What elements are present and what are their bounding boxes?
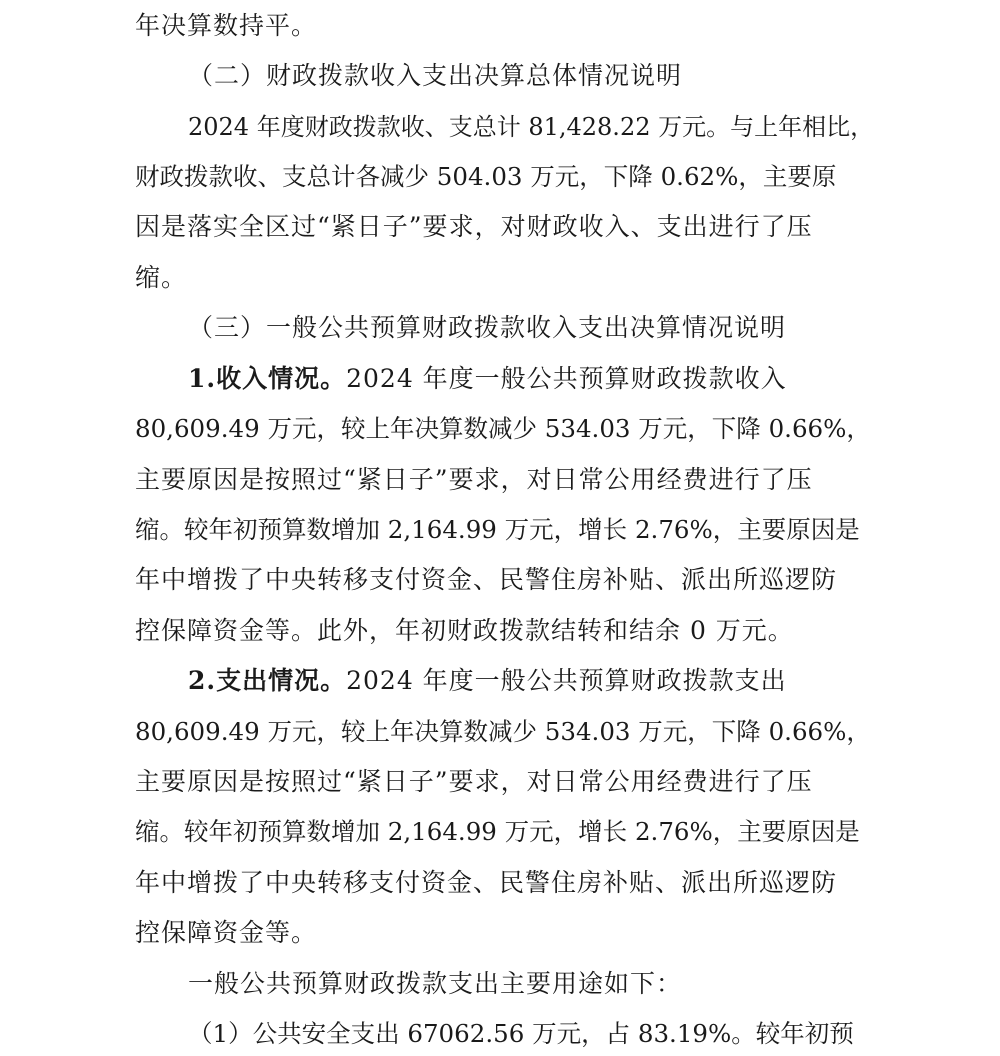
paragraph-line [135, 510, 875, 550]
paragraph-line [135, 812, 875, 852]
paragraph-text: 缩。较年初预算数增加 2,164.99 万元，增长 2.76%，主要原因是 [135, 515, 860, 544]
paragraph-line [188, 1014, 876, 1054]
paragraph-line [188, 107, 876, 147]
section-heading-2: （二）财政拨款收入支出决算总体情况说明 [188, 61, 683, 90]
paragraph-text: 80,609.49 万元，较上年决算数减少 534.03 万元，下降 0.66%， [135, 717, 871, 746]
paragraph-line [188, 661, 876, 701]
paragraph-text: 80,609.49 万元，较上年决算数减少 534.03 万元，下降 0.66%， [135, 414, 871, 443]
paragraph-text: 2024 年度一般公共预算财政拨款收入 [346, 364, 787, 393]
paragraph-line [135, 863, 875, 903]
paragraph-text: 主要原因是按照过“紧日子”要求，对日常公用经费进行了压 [135, 465, 813, 494]
expense-heading: 2.支出情况。 [188, 666, 347, 695]
paragraph-line: 控保障资金等。此外，年初财政拨款结转和结余 0 万元。 [135, 616, 794, 645]
paragraph-text: 年中增拨了中央转移支付资金、民警住房补贴、派出所巡逻防 [135, 868, 838, 897]
paragraph-text: 主要原因是按照过“紧日子”要求，对日常公用经费进行了压 [135, 767, 813, 796]
section-heading-3: （三）一般公共预算财政拨款收入支出决算情况说明 [188, 313, 787, 342]
paragraph-line [135, 207, 875, 247]
income-heading: 1.收入情况。 [188, 364, 347, 393]
paragraph-text: 年中增拨了中央转移支付资金、民警住房补贴、派出所巡逻防 [135, 565, 838, 594]
paragraph-line [135, 560, 875, 600]
paragraph-line: 控保障资金等。 [135, 918, 318, 947]
paragraph-line [135, 762, 875, 802]
paragraph-line [135, 460, 875, 500]
paragraph-text: 2024 年度一般公共预算财政拨款支出 [346, 666, 787, 695]
paragraph-text: 缩。较年初预算数增加 2,164.99 万元，增长 2.76%，主要原因是 [135, 817, 860, 846]
paragraph-text: 2024 年度财政拨款收、支总计 81,428.22 万元。与上年相比， [188, 113, 875, 141]
paragraph-line: 缩。 [135, 263, 188, 292]
paragraph-text: 财政拨款收、支总计各减少 504.03 万元，下降 0.62%，主要原 [135, 162, 837, 191]
paragraph-line [135, 409, 875, 449]
paragraph-text: （1）公共安全支出 67062.56 万元，占 83.19%。较年初预 [188, 1019, 854, 1048]
paragraph-line: 一般公共预算财政拨款支出主要用途如下： [188, 969, 683, 998]
paragraph-line: 年决算数持平。 [135, 11, 318, 40]
paragraph-line [135, 712, 875, 752]
paragraph-text: 因是落实全区过“紧日子”要求，对财政收入、支出进行了压 [135, 212, 813, 241]
paragraph-line [188, 359, 876, 399]
paragraph-line [135, 157, 875, 197]
